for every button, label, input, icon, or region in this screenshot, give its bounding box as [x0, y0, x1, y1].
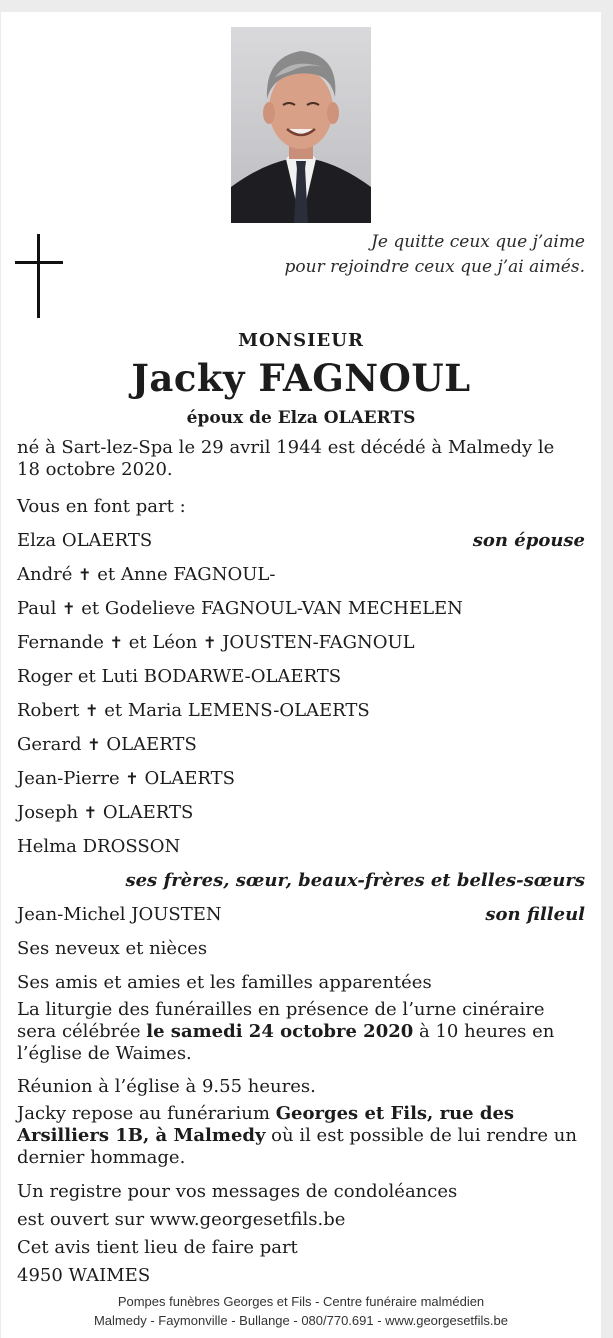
name-part: Jean-Pierre: [17, 768, 126, 789]
dagger-icon: ✝: [203, 633, 217, 652]
relation-siblings: ses frères, sœur, beaux-frères et belles-sœurs: [125, 870, 585, 891]
name-part: Joseph: [17, 802, 84, 823]
dagger-icon: ✝: [78, 565, 92, 584]
name-part: et Anne FAGNOUL-: [91, 564, 276, 585]
dagger-icon: ✝: [62, 599, 76, 618]
liturgy-date: le samedi 24 octobre 2020: [146, 1021, 414, 1042]
family-member-9: [17, 802, 585, 824]
notice-text: Cet avis tient lieu de faire part: [17, 1237, 298, 1258]
dagger-icon: ✝: [83, 803, 98, 822]
footer-line-2: Malmedy - Faymonville - Bullange - 080/770.691 - www.georgesetfils.be: [93, 1313, 509, 1328]
name-part: et Maria LEMENS-OLAERTS: [98, 700, 370, 721]
liturgy-text-part: à 10 heures en: [413, 1021, 555, 1042]
name-part: OLAERTS: [138, 768, 235, 789]
friends-text: Ses amis et amies et les familles apparentées: [17, 972, 432, 993]
family-member-8: [17, 768, 585, 790]
liturgy-text: [17, 999, 585, 1065]
relation-filleul: son filleul: [485, 904, 585, 925]
name-part: Robert: [17, 700, 86, 721]
family-member-name: Roger et Luti BODARWE-OLAERTS: [17, 666, 342, 687]
funeral-text-part: où il est possible de lui rendre un: [265, 1125, 577, 1146]
family-member-3: [17, 598, 585, 620]
family-member-7: [17, 734, 585, 756]
birth-death-line-1: né à Sart-lez-Spa le 29 avril 1944 est décédé à Malmedy le: [17, 437, 555, 458]
quote: [225, 230, 585, 280]
funeral-home-name: Georges et Fils, rue des: [275, 1103, 515, 1124]
name-part: Paul: [17, 598, 63, 619]
footer-line-1: Pompes funèbres Georges et Fils - Centre funéraire malmédien: [117, 1294, 485, 1309]
dagger-icon: ✝: [85, 701, 99, 720]
intro-text: Vous en font part :: [17, 496, 186, 517]
family-member-name: Helma DROSSON: [17, 836, 181, 857]
register-line-1: Un registre pour vos messages de condoléances: [17, 1181, 458, 1202]
quote-line-1: Je quitte ceux que j’aime: [371, 232, 585, 252]
liturgy-text-part: sera célébrée: [17, 1021, 147, 1042]
dagger-icon: ✝: [109, 633, 123, 652]
name-part: Fernande: [17, 632, 110, 653]
cross-icon: [15, 234, 65, 318]
name-part: OLAERTS: [97, 802, 194, 823]
nephews-text: Ses neveux et nièces: [17, 938, 208, 959]
family-member-name: Elza OLAERTS: [17, 530, 153, 551]
liturgy-line-1: La liturgie des funérailles en présence de l’urne cinéraire: [17, 999, 545, 1020]
family-member-2: [17, 564, 585, 586]
funeral-line-1: [17, 1103, 585, 1125]
name-part: André: [17, 564, 79, 585]
liturgy-line-3: l’église de Waimes.: [17, 1043, 192, 1064]
liturgy-line-2: [17, 1021, 585, 1043]
name-part: JOUSTEN-FAGNOUL: [216, 632, 415, 653]
funeral-text-part: Jacky repose au funérarium: [17, 1103, 276, 1124]
quote-line-2: pour rejoindre ceux que j’ai aimés.: [284, 257, 585, 277]
honorific: MONSIEUR: [238, 330, 364, 351]
obituary-card: [1, 12, 601, 1338]
address-text: 4950 WAIMES: [17, 1265, 151, 1286]
name-part: OLAERTS: [100, 734, 197, 755]
dagger-icon: ✝: [125, 769, 139, 788]
birth-death-line-2: 18 octobre 2020.: [17, 459, 173, 480]
name-part: et Léon: [122, 632, 204, 653]
register-line-2: est ouvert sur www.georgesetfils.be: [17, 1209, 346, 1230]
funeral-home-address: Arsilliers 1B, à Malmedy: [17, 1125, 266, 1146]
name-part: Gerard: [17, 734, 88, 755]
family-member-5: [17, 666, 585, 688]
birth-death-text: [17, 437, 585, 481]
spouse-line: époux de Elza OLAERTS: [186, 408, 416, 428]
family-member-10: [17, 836, 585, 858]
deceased-name: Jacky FAGNOUL: [131, 356, 471, 400]
relation-epouse: son épouse: [472, 530, 585, 551]
name-part: et Godelieve FAGNOUL-VAN MECHELEN: [75, 598, 463, 619]
godson-name: Jean-Michel JOUSTEN: [17, 904, 222, 925]
family-member-6: [17, 700, 585, 722]
funeral-home-text: [17, 1103, 585, 1169]
funeral-line-2: [17, 1125, 585, 1147]
meeting-text: Réunion à l’église à 9.55 heures.: [17, 1076, 316, 1097]
dagger-icon: ✝: [87, 735, 101, 754]
family-member-4: [17, 632, 585, 654]
funeral-line-3: dernier hommage.: [17, 1147, 186, 1168]
portrait-photo: [231, 27, 371, 223]
